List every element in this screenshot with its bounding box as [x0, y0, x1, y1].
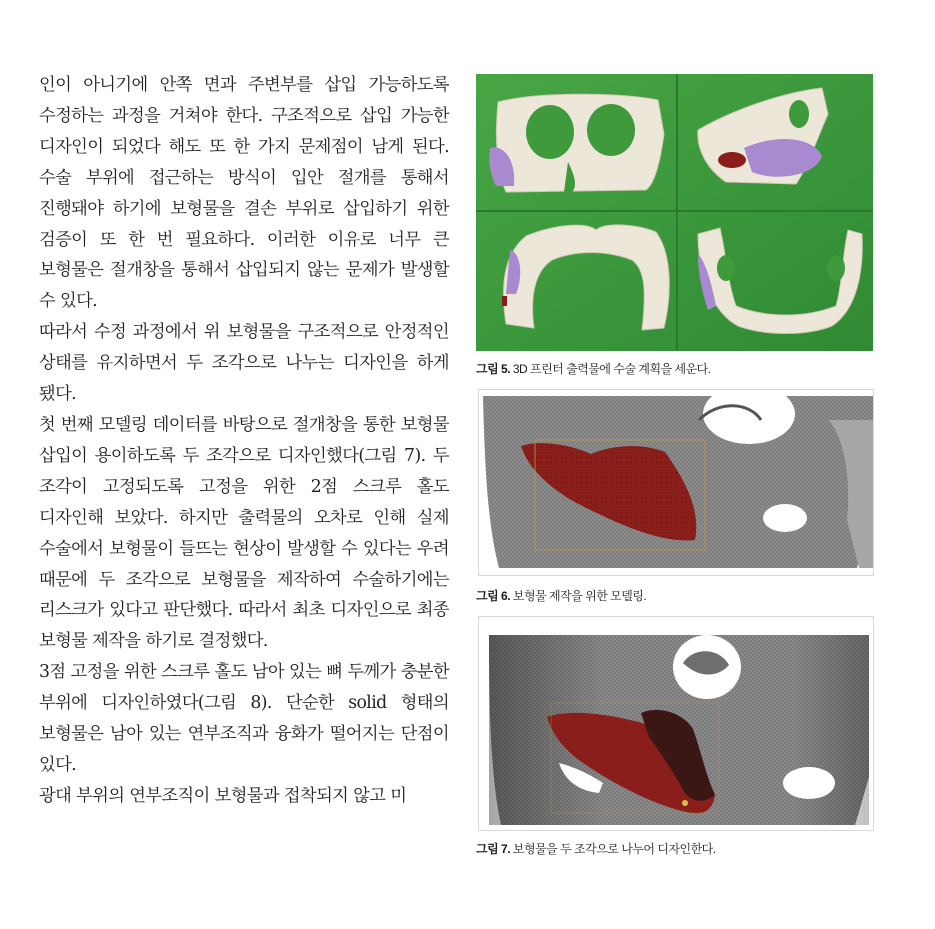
figure-7-render — [478, 616, 874, 831]
model-frontal-view — [489, 94, 664, 192]
figure-5-caption-text: 3D 프린터 출력물에 수술 계획을 세운다. — [512, 362, 711, 376]
figure-7-caption — [476, 840, 716, 857]
figure-5-caption — [476, 360, 711, 377]
figure-5-label: 그림 5. — [476, 362, 511, 376]
figure-6-label: 그림 6. — [476, 589, 511, 603]
paragraph-1: 인이 아니기에 안쪽 면과 주변부를 삽입 가능하도록 수정하는 과정을 거쳐야 한다. 구조적으로 삽입 가능한 디자인이 되었다 해도 또 한 가지 문제점이 남게 된다. 수술 부위에 접근하는 방식이 입안 절개를 통해서 진행돼야 하기에 보형물을 결손 부위로 삽입하기 위한 검증이 또 한 번 필요하다. 이러한 이유로 너무 큰 보형물은 절개창을 통해서 삽입되지 않는 문제가 발생할 수 있다. — [39, 75, 449, 312]
figure-6-render — [478, 389, 874, 576]
figure-5-photo — [476, 74, 873, 351]
figure-6-caption — [476, 587, 646, 604]
paragraph-2: 따라서 수정 과정에서 위 보형물을 구조적으로 안정적인 상태를 유지하면서 두 조각으로 나누는 디자인을 하게 됐다. — [39, 322, 449, 405]
paragraph-5: 광대 부위의 연부조직이 보형물과 접착되지 않고 미 — [39, 785, 407, 806]
figure-7-label: 그림 7. — [476, 842, 511, 856]
paragraph-3: 첫 번째 모델링 데이터를 바탕으로 절개창을 통한 보형물 삽입이 용이하도록 두 조각으로 디자인했다(그림 7). 두 조각이 고정되도록 고정을 위한 2점 스크루 홀도 디자인해 보았다. 하지만 출력물의 오차로 인해 실제 수술에서 보형물이 들뜨는 현상이 발생할 수 있다는 우려 때문에 두 조각으로 보형물을 제작하여 수술하기에는 리스크가 있다고 판단했다. 따라서 최초 디자인으로 최종 보형물 제작을 하기로 결정했다. — [39, 414, 449, 652]
figure-7-caption-text: 보형물을 두 조각으로 나누어 디자인한다. — [512, 842, 716, 856]
paragraph-4: 3점 고정을 위한 스크루 홀도 남아 있는 뼈 두께가 충분한 부위에 디자인하였다(그림 8). 단순한 solid 형태의 보형물은 남아 있는 연부조직과 융화가 떨어지는 단점이 있다. — [39, 662, 449, 775]
figure-5-photo-drawing — [476, 74, 873, 351]
figure-6-render-drawing — [479, 390, 874, 576]
body-text-column — [39, 70, 449, 812]
figure-6-caption-text: 보형물 제작을 위한 모델링. — [512, 589, 647, 603]
figure-7-render-drawing — [479, 617, 874, 831]
